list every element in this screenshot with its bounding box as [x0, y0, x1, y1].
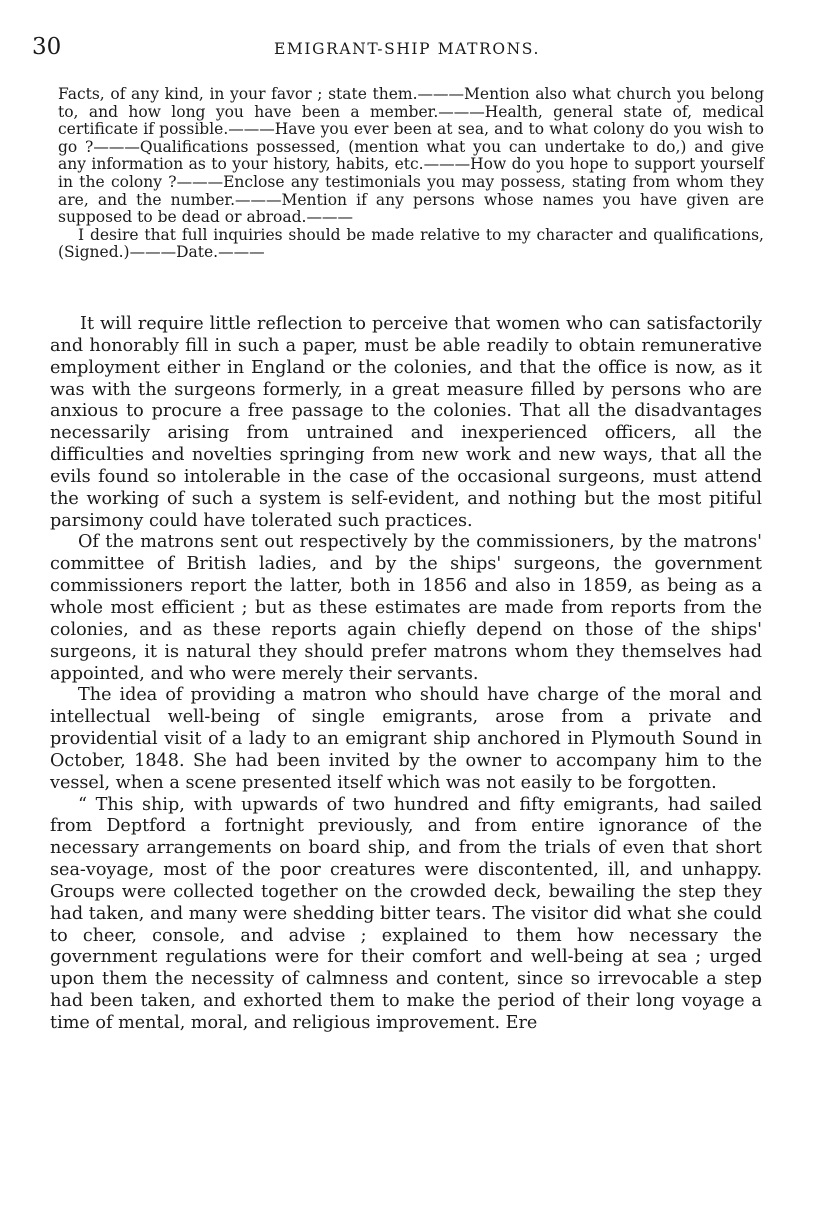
body-paragraph: It will require little reflection to perceive that women who can satisfactorily and honorably fill in such a paper, must be able readily to obtain remunerative employment either in England or the colonies, and that the office is now, as it was with the surgeons formerly, in a great measure filled by persons who are anxious to procure a free passage to the colonies. That all the disadvantages necessarily arising from untrained and inexperienced officers, all the difficulties and novelties springing from new work and new ways, that all the evils found so intolerable in the case of the occasional surgeons, must attend the working of such a system is self-evident, and nothing but the most pitiful parsimony could have tolerated such practices.: [50, 314, 762, 531]
page-number: 30: [32, 34, 62, 60]
body-text: [50, 314, 762, 1035]
form-declaration-paragraph: I desire that full inquiries should be made relative to my character and qualifications, (Signed.)———Date.———: [58, 225, 764, 262]
form-questions-paragraph: Facts, of any kind, in your favor ; state them.———Mention also what church you belong to, and how long you have been a member.———Health, general state of, medical certificate if possible.———Have you ever been at sea, and to what colony do you wish to go ?———Qualifications possessed, (mention what you can undertake to do,) and give any information as to your history, habits, etc.———How do you hope to support yourself in the colony ?———Enclose any testimonials you may possess, stating from whom they are, and the number.———Mention if any persons whose names you have given are supposed to be dead or abroad.———: [58, 85, 764, 227]
page-header: [32, 34, 782, 70]
application-form-questions: [58, 86, 764, 262]
running-title: EMIGRANT-SHIP MATRONS.: [274, 40, 540, 58]
body-paragraph: Of the matrons sent out respectively by the commissioners, by the matrons' committee of British ladies, and by the ships' surgeons, the government commissioners report the latter, both in 1856 and also in 1859, as being as a whole most efficient ; but as these estimates are made from reports from the colonies, and as these reports again chiefly depend on those of the ships' surgeons, it is natural they should prefer matrons whom they themselves had appointed, and who were merely their servants.: [50, 532, 762, 684]
body-paragraph: “ This ship, with upwards of two hundred and fifty emigrants, had sailed from Deptford a fortnight previously, and from entire ignorance of the necessary arrangements on board ship, and from the trials of even that short sea-voyage, most of the poor creatures were discontented, ill, and unhappy. Groups were collected together on the crowded deck, bewailing the step they had taken, and many were shedding bitter tears. The visitor did what she could to cheer, console, and advise ; explained to them how necessary the government regulations were for their comfort and well-being at sea ; urged upon them the necessity of calmness and content, since so irrevocable a step had been taken, and exhorted them to make the period of their long voyage a time of mental, moral, and religious improvement. Ere: [50, 794, 762, 1033]
body-paragraph: The idea of providing a matron who should have charge of the moral and intellectual well-being of single emigrants, arose from a private and providential visit of a lady to an emigrant ship anchored in Plymouth Sound in October, 1848. She had been invited by the owner to accompany him to the vessel, when a scene presented itself which was not easily to be forgotten.: [50, 685, 762, 793]
